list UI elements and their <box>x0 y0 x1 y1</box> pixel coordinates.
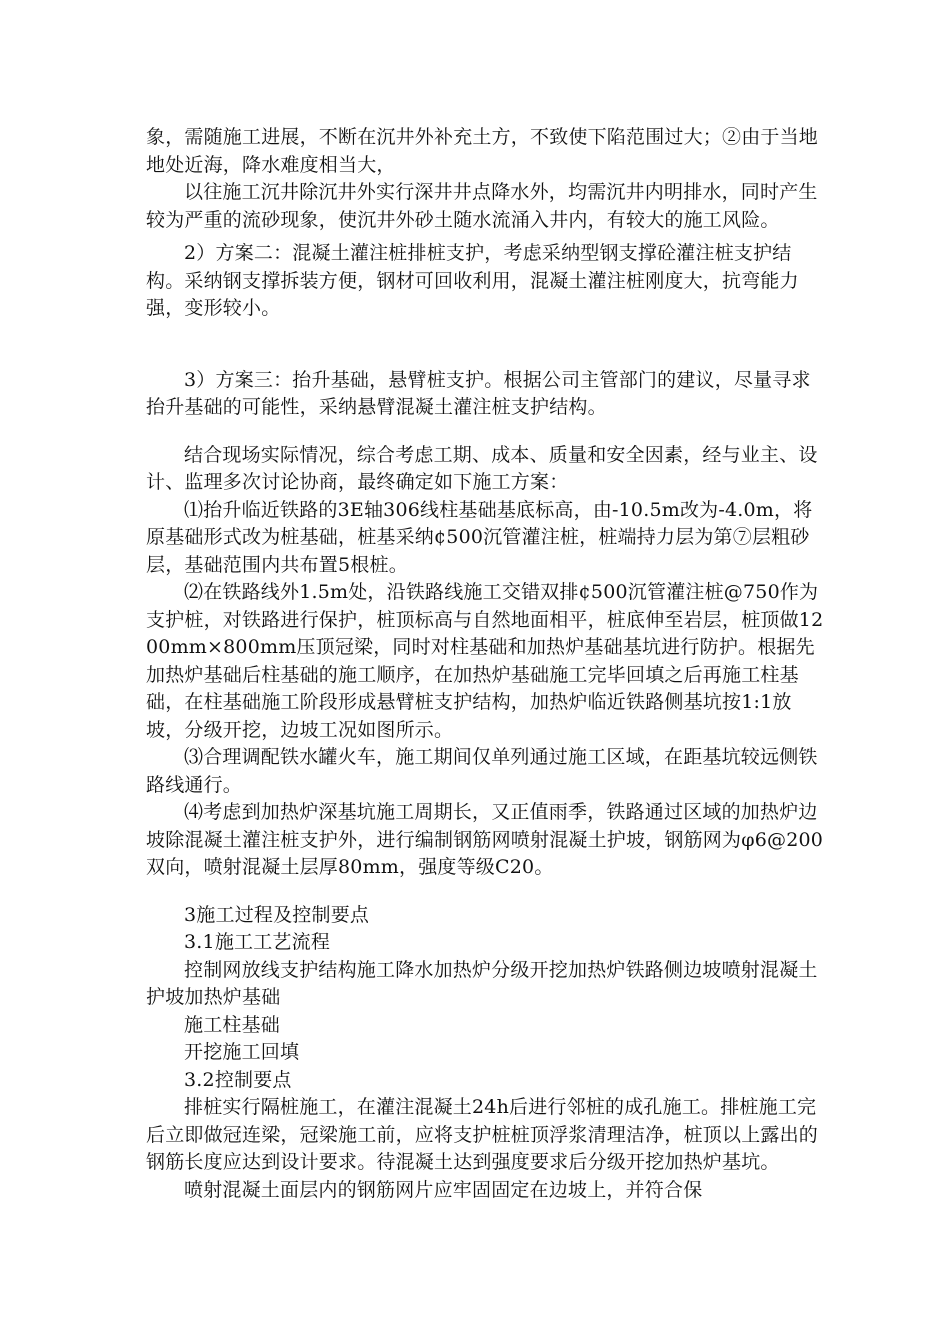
section-heading-3: 3施工过程及控制要点 <box>184 903 370 926</box>
section-heading-3-1: 3.1施工工艺流程 <box>184 931 331 953</box>
paragraph-item-1: ⑴抬升临近铁路的3E轴306线柱基础基底标高，由-10.5m改为-4.0m，将原基础形式改为桩基础，桩基采纳¢500沉管灌注桩，桩端持力层为第⑦层粗砂层，基础范围内共布置5根桩。 <box>146 498 813 576</box>
paragraph-item-3: ⑶合理调配铁水罐火车，施工期间仅单列通过施工区域，在距基坑较远侧铁路线通行。 <box>146 746 818 796</box>
paragraph-option-three: 3）方案三：抬升基础，悬臂桩支护。根据公司主管部门的建议，尽量寻求抬升基础的可能性，采纳悬臂混凝土灌注桩支护结构。 <box>146 368 811 418</box>
paragraph-pile-control: 排桩实行隔桩施工，在灌注混凝土24h后进行邻桩的成孔施工。排桩施工完后立即做冠连梁，冠梁施工前，应将支护桩桩顶浮浆清理洁净，桩顶以上露出的钢筋长度应达到设计要求。待混凝土达到强度要求后分级开挖加热炉基坑。 <box>146 1096 819 1173</box>
paragraph-shotcrete-mesh: 喷射混凝土面层内的钢筋网片应牢固固定在边坡上，并符合保 <box>184 1178 703 1201</box>
paragraph-continuation: 象，需随施工进展，不断在沉井外补充土方，不致使下陷范围过大；②由于当地地处近海，降水难度相当大， <box>146 126 819 176</box>
paragraph-process-flow: 控制网放线支护结构施工降水加热炉分级开挖加热炉铁路侧边坡喷射混凝土护坡加热炉基础 <box>146 958 818 1008</box>
paragraph-final-decision: 结合现场实际情况，综合考虑工期、成本、质量和安全因素，经与业主、设计、监理多次讨论协商，最终确定如下施工方案： <box>146 443 818 493</box>
paragraph-item-2: ⑵在铁路线外1.5m处，沿铁路线施工交错双排¢500沉管灌注桩@750作为支护桩，对铁路进行保护，桩顶标高与自然地面相平，桩底伸至岩层，桩顶做1200mm×800mm压顶冠梁，同时对柱基础和加热炉基础基坑进行防护。根据先加热炉基础后柱基础的施工顺序，在加热炉基础施工完毕回填之后再施工柱基础，在柱基础施工阶段形成悬臂桩支护结构，加热炉临近铁路侧基坑按1:1放坡，分级开挖，边坡工况如图所示。 <box>146 581 824 741</box>
paragraph-process-step-column: 施工柱基础 <box>184 1013 281 1036</box>
paragraph-dewatering-risk: 以往施工沉井除沉井外实行深井井点降水外，均需沉井内明排水，同时产生较为严重的流砂现象，使沉井外砂土随水流涌入井内，有较大的施工风险。 <box>146 181 818 231</box>
paragraph-process-step-backfill: 开挖施工回填 <box>184 1041 300 1063</box>
paragraph-item-4: ⑷考虑到加热炉深基坑施工周期长，又正值雨季，铁路通过区域的加热炉边坡除混凝土灌注桩支护外，进行编制钢筋网喷射混凝土护坡，钢筋网为φ6@200双向，喷射混凝土层厚80mm，强度等级C20。 <box>146 801 824 878</box>
document-body <box>146 124 826 1204</box>
section-heading-3-2: 3.2控制要点 <box>184 1068 292 1091</box>
paragraph-option-two: 2）方案二：混凝土灌注桩排桩支护，考虑采纳型钢支撑砼灌注桩支护结构。采纳钢支撑拆装方便，钢材可回收利用，混凝土灌注桩刚度大，抗弯能力强，变形较小。 <box>146 242 799 319</box>
